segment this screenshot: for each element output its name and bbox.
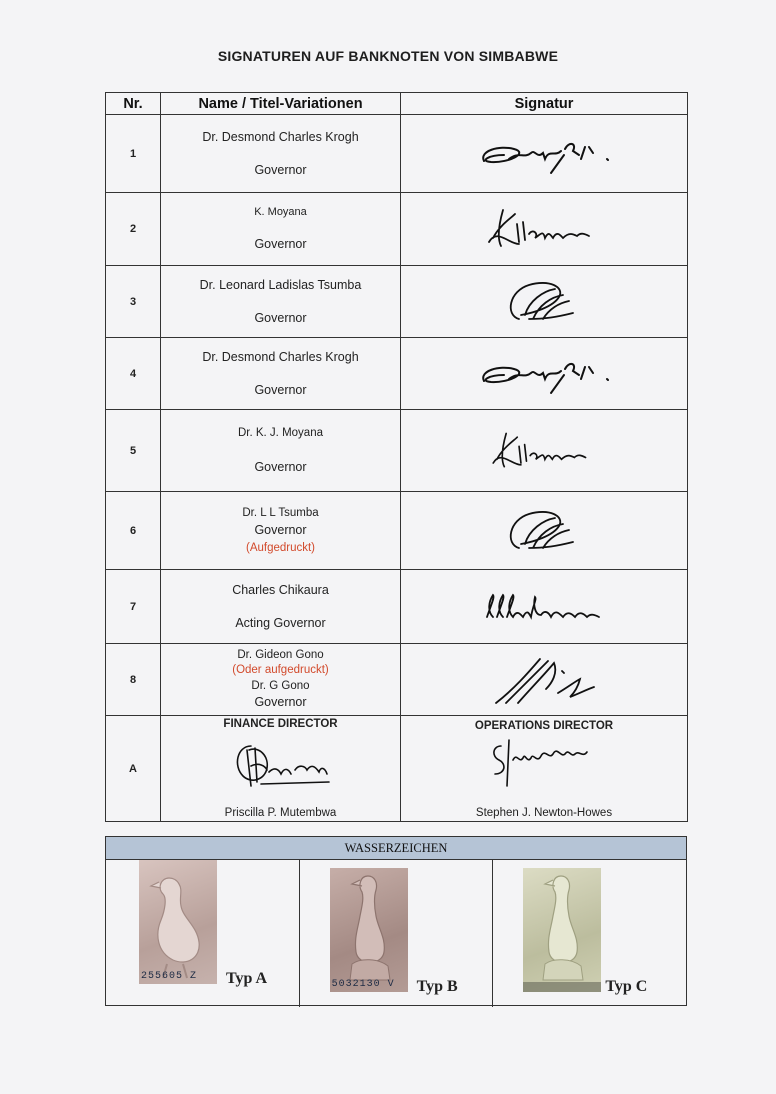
signatory-alt-name: Dr. G Gono (251, 679, 310, 692)
signature-cell (401, 410, 688, 492)
page-title: SIGNATUREN AUF BANKNOTEN VON SIMBABWE (217, 48, 559, 64)
name-cell (161, 338, 401, 410)
signature-krogh-image (469, 129, 619, 179)
signature-krogh-image (469, 349, 619, 399)
signatory-name: Dr. Desmond Charles Krogh (202, 130, 359, 145)
signature-moyana-image (479, 204, 609, 254)
watermark-label: Typ B (416, 978, 458, 995)
signature-cell (401, 266, 688, 338)
signature-mutembwa-image (221, 736, 341, 792)
table-header-row (106, 93, 688, 115)
watermark-label: Typ C (605, 978, 648, 995)
signature-cell (401, 644, 688, 716)
signature-moyana-image (484, 426, 604, 476)
bird-watermark-icon (139, 860, 217, 984)
operations-director-cell (401, 716, 688, 822)
table-row (106, 410, 688, 492)
row-number: 6 (106, 492, 161, 570)
row-number: 1 (106, 115, 161, 193)
watermark-type-b (300, 860, 494, 1007)
signatory-title: Governor (254, 310, 307, 325)
signature-newton-howes-image (479, 734, 609, 788)
header-name: Name / Titel-Variationen (161, 93, 401, 115)
signature-tsumba-image (499, 502, 589, 560)
signature-tsumba-image (499, 275, 589, 329)
table-row-directors (106, 716, 688, 822)
signatory-title: Governor (254, 162, 307, 177)
name-cell (161, 492, 401, 570)
signatory-name: Dr. Leonard Ladislas Tsumba (199, 278, 362, 293)
signatory-name: Dr. Desmond Charles Krogh (202, 350, 359, 365)
overprint-note: (Oder aufgedruckt) (232, 664, 329, 677)
watermark-panel (105, 836, 687, 1006)
header-signature: Signatur (401, 93, 688, 115)
serial-number: 5032130 V (331, 979, 395, 990)
bird-watermark-icon (330, 868, 408, 992)
signatory-title: Governor (254, 459, 307, 474)
row-number: A (106, 716, 161, 822)
header-nr: Nr. (106, 93, 161, 115)
finance-director-label: FINANCE DIRECTOR (223, 718, 338, 730)
watermark-image-c (523, 868, 601, 992)
signatory-title: Governor (254, 523, 307, 538)
signature-cell (401, 570, 688, 644)
name-cell (161, 570, 401, 644)
signatory-title: Governor (254, 382, 307, 397)
row-number: 5 (106, 410, 161, 492)
signature-chikaura-image (479, 587, 609, 627)
signature-gono-image (484, 653, 604, 707)
table-row (106, 193, 688, 266)
watermark-image-a (139, 860, 217, 984)
signatory-name: Dr. Gideon Gono (237, 648, 324, 661)
name-cell (161, 193, 401, 266)
operations-director-label: OPERATIONS DIRECTOR (474, 720, 614, 732)
watermark-label: Typ A (226, 970, 268, 987)
row-number: 2 (106, 193, 161, 266)
table-row (106, 115, 688, 193)
serial-number: 255605 Z (141, 971, 198, 982)
signatory-name: Dr. K. J. Moyana (237, 427, 323, 440)
watermark-type-c (493, 860, 686, 1007)
signature-cell (401, 193, 688, 266)
row-number: 3 (106, 266, 161, 338)
name-cell (161, 266, 401, 338)
signature-cell (401, 338, 688, 410)
operations-director-name: Stephen J. Newton-Howes (475, 807, 613, 819)
signatory-title: Governor (254, 236, 307, 251)
watermark-type-a (106, 860, 300, 1007)
signatory-title: Governor (254, 695, 307, 710)
overprint-note: (Aufgedruckt) (245, 541, 316, 554)
name-cell (161, 115, 401, 193)
table-row (106, 644, 688, 716)
signatory-name: Charles Chikaura (232, 583, 329, 598)
finance-director-cell (161, 716, 401, 822)
signature-cell (401, 115, 688, 193)
table-row (106, 570, 688, 644)
table-row (106, 492, 688, 570)
signature-table (105, 92, 688, 822)
finance-director-name: Priscilla P. Mutembwa (224, 807, 337, 819)
row-number: 8 (106, 644, 161, 716)
watermark-image-b (330, 868, 408, 992)
bird-watermark-icon (523, 868, 601, 992)
watermark-heading: WASSERZEICHEN (106, 837, 686, 860)
name-cell (161, 644, 401, 716)
signature-cell (401, 492, 688, 570)
table-row (106, 338, 688, 410)
row-number: 7 (106, 570, 161, 644)
name-cell (161, 410, 401, 492)
row-number: 4 (106, 338, 161, 410)
signatory-name: Dr. L L Tsumba (242, 506, 319, 519)
table-row (106, 266, 688, 338)
signatory-title: Acting Governor (235, 615, 326, 630)
signatory-name: K. Moyana (254, 205, 307, 218)
